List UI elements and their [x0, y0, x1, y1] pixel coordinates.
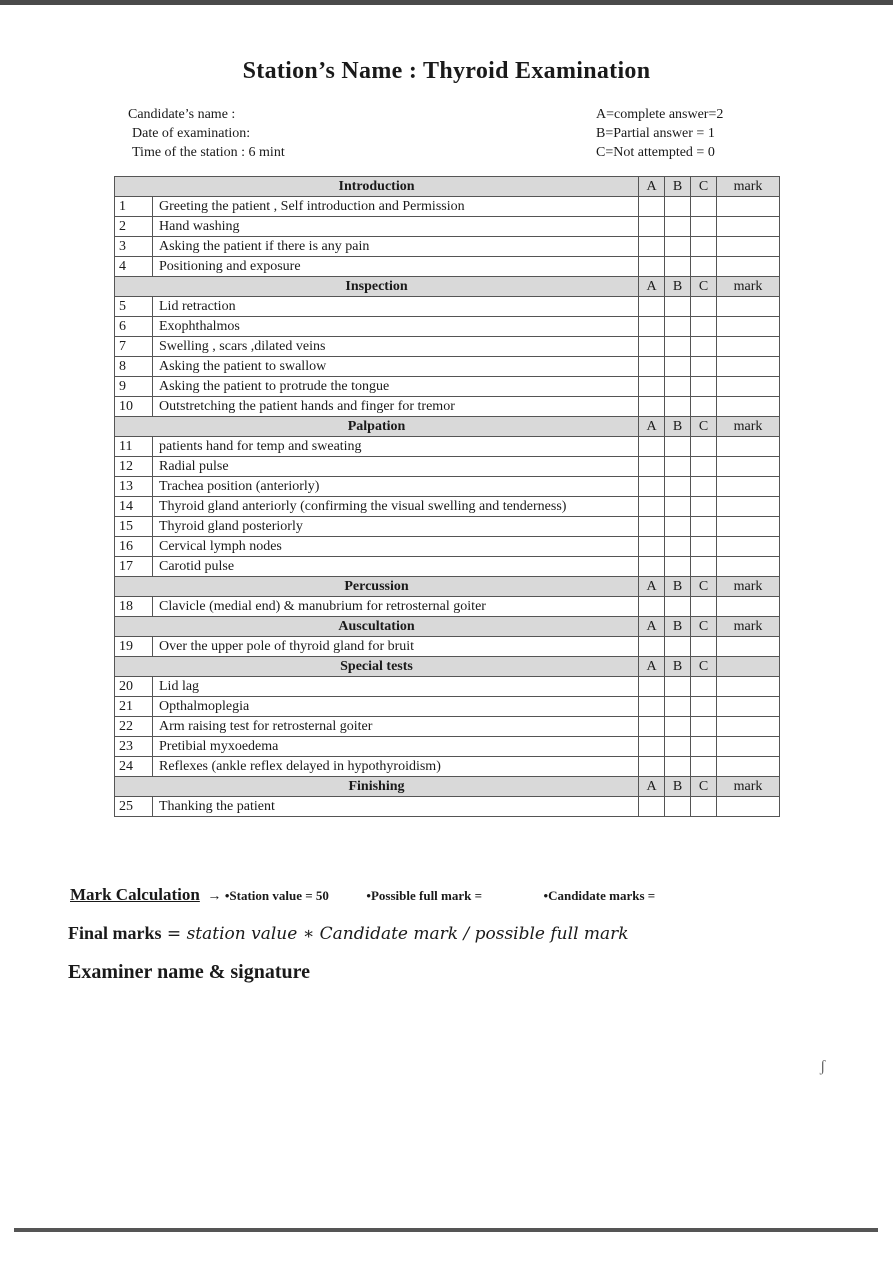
col-mark-header: mark [717, 577, 780, 597]
score-a-cell[interactable] [639, 377, 665, 397]
section-header-row [115, 777, 780, 797]
table-row [115, 597, 780, 617]
mark-cell[interactable] [717, 337, 780, 357]
score-a-cell[interactable] [639, 717, 665, 737]
col-b-header: B [665, 177, 691, 197]
candidate-marks: •Candidate marks = [543, 888, 656, 903]
col-mark-header [717, 657, 780, 677]
item-text: Asking the patient to swallow [153, 357, 639, 377]
score-b-cell[interactable] [665, 697, 691, 717]
item-text: Lid lag [153, 677, 639, 697]
score-c-cell[interactable] [691, 537, 717, 557]
section-title: Special tests [115, 657, 639, 677]
mark-cell[interactable] [717, 437, 780, 457]
item-text: Asking the patient to protrude the tongue [153, 377, 639, 397]
mark-cell[interactable] [717, 537, 780, 557]
table-row [115, 257, 780, 277]
table-row [115, 677, 780, 697]
item-text: Swelling , scars ,dilated veins [153, 337, 639, 357]
table-row [115, 397, 780, 417]
score-c-cell[interactable] [691, 477, 717, 497]
section-title: Palpation [115, 417, 639, 437]
score-a-cell[interactable] [639, 517, 665, 537]
table-row [115, 317, 780, 337]
table-row [115, 537, 780, 557]
score-b-cell[interactable] [665, 297, 691, 317]
legend-b: B=Partial answer = 1 [596, 126, 715, 141]
table-row [115, 197, 780, 217]
col-b-header: B [665, 417, 691, 437]
score-c-cell[interactable] [691, 337, 717, 357]
score-b-cell[interactable] [665, 517, 691, 537]
score-c-cell[interactable] [691, 237, 717, 257]
item-number: 8 [115, 357, 153, 377]
item-number: 23 [115, 737, 153, 757]
score-a-cell[interactable] [639, 697, 665, 717]
score-c-cell[interactable] [691, 317, 717, 337]
score-b-cell[interactable] [665, 357, 691, 377]
mark-cell[interactable] [717, 637, 780, 657]
score-b-cell[interactable] [665, 337, 691, 357]
item-number: 24 [115, 757, 153, 777]
score-c-cell[interactable] [691, 497, 717, 517]
section-title: Finishing [115, 777, 639, 797]
item-text: Outstretching the patient hands and finger for tremor [153, 397, 639, 417]
score-c-cell[interactable] [691, 717, 717, 737]
station-value: •Station value = 50 [224, 888, 329, 903]
item-number: 19 [115, 637, 153, 657]
item-number: 4 [115, 257, 153, 277]
score-c-cell[interactable] [691, 257, 717, 277]
item-number: 16 [115, 537, 153, 557]
table-row [115, 297, 780, 317]
table-row [115, 797, 780, 817]
mark-cell[interactable] [717, 477, 780, 497]
col-b-header: B [665, 777, 691, 797]
item-number: 15 [115, 517, 153, 537]
col-c-header: C [691, 617, 717, 637]
checklist-table [114, 176, 780, 817]
table-row [115, 557, 780, 577]
mark-cell[interactable] [717, 497, 780, 517]
final-marks-label: Final marks [68, 923, 162, 943]
score-c-cell[interactable] [691, 457, 717, 477]
col-mark-header: mark [717, 177, 780, 197]
section-header-row [115, 417, 780, 437]
section-title: Introduction [115, 177, 639, 197]
mark-cell[interactable] [717, 237, 780, 257]
bottom-border [14, 1228, 878, 1232]
score-b-cell[interactable] [665, 557, 691, 577]
col-a-header: A [639, 417, 665, 437]
item-text: Pretibial myxoedema [153, 737, 639, 757]
col-a-header: A [639, 577, 665, 597]
mark-cell[interactable] [717, 757, 780, 777]
col-a-header: A [639, 277, 665, 297]
col-mark-header: mark [717, 417, 780, 437]
item-text: Thyroid gland posteriorly [153, 517, 639, 537]
section-header-row [115, 657, 780, 677]
item-number: 20 [115, 677, 153, 697]
score-b-cell[interactable] [665, 317, 691, 337]
table-row [115, 737, 780, 757]
col-a-header: A [639, 657, 665, 677]
final-marks [68, 923, 629, 944]
score-a-cell[interactable] [639, 317, 665, 337]
station-time-label: Time of the station : 6 mint [132, 145, 285, 160]
score-c-cell[interactable] [691, 797, 717, 817]
score-c-cell[interactable] [691, 637, 717, 657]
item-text: Thyroid gland anteriorly (confirming the visual swelling and tenderness) [153, 497, 639, 517]
score-a-cell[interactable] [639, 757, 665, 777]
score-c-cell[interactable] [691, 217, 717, 237]
score-a-cell[interactable] [639, 737, 665, 757]
score-a-cell[interactable] [639, 677, 665, 697]
score-a-cell[interactable] [639, 197, 665, 217]
mark-cell[interactable] [717, 357, 780, 377]
score-c-cell[interactable] [691, 377, 717, 397]
mark-cell[interactable] [717, 717, 780, 737]
item-number: 17 [115, 557, 153, 577]
score-a-cell[interactable] [639, 797, 665, 817]
item-text: Arm raising test for retrosternal goiter [153, 717, 639, 737]
score-c-cell[interactable] [691, 517, 717, 537]
col-b-header: B [665, 617, 691, 637]
score-c-cell[interactable] [691, 357, 717, 377]
score-c-cell[interactable] [691, 757, 717, 777]
candidate-info [128, 105, 285, 162]
section-header-row [115, 577, 780, 597]
col-c-header: C [691, 777, 717, 797]
score-a-cell[interactable] [639, 437, 665, 457]
item-text: Opthalmoplegia [153, 697, 639, 717]
score-a-cell[interactable] [639, 477, 665, 497]
table-row [115, 457, 780, 477]
table-row [115, 357, 780, 377]
score-b-cell[interactable] [665, 637, 691, 657]
item-number: 18 [115, 597, 153, 617]
score-a-cell[interactable] [639, 397, 665, 417]
page-mark: ʃ [820, 1058, 826, 1075]
table-row [115, 637, 780, 657]
top-border [0, 0, 893, 5]
col-c-header: C [691, 657, 717, 677]
score-c-cell[interactable] [691, 397, 717, 417]
score-c-cell[interactable] [691, 697, 717, 717]
mark-cell[interactable] [717, 677, 780, 697]
item-number: 7 [115, 337, 153, 357]
mark-cell[interactable] [717, 317, 780, 337]
item-number: 12 [115, 457, 153, 477]
item-number: 6 [115, 317, 153, 337]
page-title: Station’s Name : Thyroid Examination [242, 58, 651, 84]
examiner-signature-label: Examiner name & signature [68, 961, 311, 983]
item-text: Greeting the patient , Self introduction and Permission [153, 197, 639, 217]
score-c-cell[interactable] [691, 297, 717, 317]
item-text: Asking the patient if there is any pain [153, 237, 639, 257]
item-text: Reflexes (ankle reflex delayed in hypothyroidism) [153, 757, 639, 777]
item-number: 11 [115, 437, 153, 457]
col-mark-header: mark [717, 617, 780, 637]
score-c-cell[interactable] [691, 437, 717, 457]
mark-cell[interactable] [717, 797, 780, 817]
col-c-header: C [691, 577, 717, 597]
section-title: Auscultation [115, 617, 639, 637]
mark-cell[interactable] [717, 557, 780, 577]
item-text: Hand washing [153, 217, 639, 237]
score-a-cell[interactable] [639, 537, 665, 557]
table-row [115, 477, 780, 497]
mark-cell[interactable] [717, 737, 780, 757]
col-c-header: C [691, 177, 717, 197]
table-row [115, 497, 780, 517]
arrow-icon: → [207, 889, 222, 904]
score-b-cell[interactable] [665, 377, 691, 397]
section-header-row [115, 617, 780, 637]
score-a-cell[interactable] [639, 597, 665, 617]
score-a-cell[interactable] [639, 497, 665, 517]
table-row [115, 237, 780, 257]
score-c-cell[interactable] [691, 197, 717, 217]
mark-cell[interactable] [717, 297, 780, 317]
legend-c: C=Not attempted = 0 [596, 145, 715, 160]
score-a-cell[interactable] [639, 237, 665, 257]
col-c-header: C [691, 417, 717, 437]
mark-cell[interactable] [717, 517, 780, 537]
item-text: Trachea position (anteriorly) [153, 477, 639, 497]
item-text: Over the upper pole of thyroid gland for bruit [153, 637, 639, 657]
section-header-row [115, 277, 780, 297]
score-b-cell[interactable] [665, 717, 691, 737]
score-b-cell[interactable] [665, 737, 691, 757]
mark-cell[interactable] [717, 377, 780, 397]
item-text: Clavicle (medial end) & manubrium for retrosternal goiter [153, 597, 639, 617]
legend-a: A=complete answer=2 [596, 107, 724, 122]
item-number: 2 [115, 217, 153, 237]
item-number: 9 [115, 377, 153, 397]
mark-cell[interactable] [717, 397, 780, 417]
section-header-row [115, 177, 780, 197]
score-c-cell[interactable] [691, 737, 717, 757]
item-number: 5 [115, 297, 153, 317]
score-a-cell[interactable] [639, 557, 665, 577]
score-c-cell[interactable] [691, 597, 717, 617]
score-a-cell[interactable] [639, 457, 665, 477]
final-marks-formula: = station value ∗ Candidate mark / possible full mark [161, 924, 629, 944]
table-row [115, 517, 780, 537]
mark-calculation-label: Mark Calculation [70, 885, 200, 904]
score-a-cell[interactable] [639, 357, 665, 377]
table-row [115, 377, 780, 397]
section-title: Inspection [115, 277, 639, 297]
score-a-cell[interactable] [639, 637, 665, 657]
item-text: Lid retraction [153, 297, 639, 317]
mark-cell[interactable] [717, 457, 780, 477]
score-b-cell[interactable] [665, 437, 691, 457]
score-b-cell[interactable] [665, 397, 691, 417]
item-number: 3 [115, 237, 153, 257]
exam-date-label: Date of examination: [132, 126, 251, 141]
score-b-cell[interactable] [665, 237, 691, 257]
score-b-cell[interactable] [665, 797, 691, 817]
col-b-header: B [665, 277, 691, 297]
possible-full-mark: •Possible full mark = [366, 888, 483, 903]
item-text: Exophthalmos [153, 317, 639, 337]
score-a-cell[interactable] [639, 257, 665, 277]
item-text: Radial pulse [153, 457, 639, 477]
score-b-cell[interactable] [665, 457, 691, 477]
item-text: Cervical lymph nodes [153, 537, 639, 557]
item-number: 10 [115, 397, 153, 417]
col-b-header: B [665, 657, 691, 677]
score-b-cell[interactable] [665, 197, 691, 217]
score-b-cell[interactable] [665, 677, 691, 697]
score-a-cell[interactable] [639, 337, 665, 357]
col-c-header: C [691, 277, 717, 297]
table-row [115, 437, 780, 457]
section-title: Percussion [115, 577, 639, 597]
item-number: 25 [115, 797, 153, 817]
item-number: 13 [115, 477, 153, 497]
mark-cell[interactable] [717, 197, 780, 217]
item-number: 21 [115, 697, 153, 717]
score-b-cell[interactable] [665, 477, 691, 497]
table-row [115, 717, 780, 737]
item-text: patients hand for temp and sweating [153, 437, 639, 457]
mark-cell[interactable] [717, 697, 780, 717]
table-row [115, 337, 780, 357]
score-c-cell[interactable] [691, 677, 717, 697]
item-number: 22 [115, 717, 153, 737]
score-a-cell[interactable] [639, 217, 665, 237]
table-row [115, 217, 780, 237]
score-a-cell[interactable] [639, 297, 665, 317]
table-row [115, 757, 780, 777]
item-text: Thanking the patient [153, 797, 639, 817]
col-a-header: A [639, 177, 665, 197]
score-b-cell[interactable] [665, 597, 691, 617]
mark-cell[interactable] [717, 217, 780, 237]
col-b-header: B [665, 577, 691, 597]
score-b-cell[interactable] [665, 537, 691, 557]
item-number: 1 [115, 197, 153, 217]
score-b-cell[interactable] [665, 257, 691, 277]
score-c-cell[interactable] [691, 557, 717, 577]
grading-legend [596, 105, 723, 162]
score-b-cell[interactable] [665, 217, 691, 237]
col-mark-header: mark [717, 777, 780, 797]
score-b-cell[interactable] [665, 757, 691, 777]
table-row [115, 697, 780, 717]
item-number: 14 [115, 497, 153, 517]
item-text: Carotid pulse [153, 557, 639, 577]
mark-cell[interactable] [717, 597, 780, 617]
col-mark-header: mark [717, 277, 780, 297]
mark-cell[interactable] [717, 257, 780, 277]
col-a-header: A [639, 617, 665, 637]
col-a-header: A [639, 777, 665, 797]
item-text: Positioning and exposure [153, 257, 639, 277]
score-b-cell[interactable] [665, 497, 691, 517]
candidate-name-label: Candidate’s name : [128, 107, 236, 122]
mark-calculation [70, 885, 655, 905]
